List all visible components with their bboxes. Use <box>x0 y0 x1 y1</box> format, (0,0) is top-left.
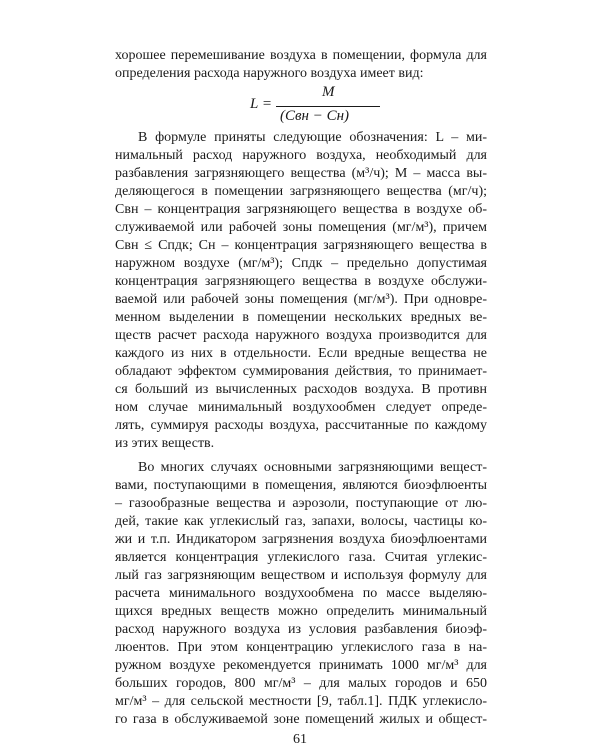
text-line: из этих веществ. <box>115 436 215 451</box>
text-line: служиваемой или рабочей зоны помещения (мг/м³), причем <box>115 220 487 235</box>
text-line: ваемой или рабочей зоны помещения (мг/м³). При одновре- <box>115 292 487 307</box>
text-line: лый газ загрязняющим веществом и используя формулу для <box>115 568 487 583</box>
text-line: ном случае минимальный воздухообмен следует опреде- <box>115 400 487 415</box>
text-line: обладают эффектом суммирования действия, то принимает- <box>115 364 487 379</box>
text-line: ружном воздухе рекомендуется принимать 1000 мг/м³ для <box>115 658 487 673</box>
text-line: является концентрация углекислого газа. Считая углекис- <box>115 550 487 565</box>
text-line: больших городов, 800 мг/м³ – для малых городов и 650 <box>115 676 487 691</box>
text-line: Cвн ≤ Cпдк; Cн – концентрация загрязняющего вещества в <box>115 238 487 253</box>
text-line: Cвн – концентрация загрязняющего вещества в воздухе об- <box>115 202 487 217</box>
text-line: – газообразные вещества и аэрозоли, поступающие от лю- <box>115 496 487 511</box>
formula-lhs: L = <box>250 96 272 112</box>
page-number: 61 <box>293 732 307 747</box>
text-line: хорошее перемешивание воздуха в помещении, формула для <box>115 48 487 63</box>
text-line: вами, поступающими в помещения, являются биоэфлюенты <box>115 478 487 493</box>
fraction-bar <box>276 106 380 107</box>
text-line: определения расхода наружного воздуха имеет вид: <box>115 66 424 81</box>
text-line: ся больший из вычисленных расходов воздуха. В противн <box>115 382 487 397</box>
text-line: расход наружного воздуха из условия разбавления биоэф- <box>115 622 487 637</box>
text-line: разбавления загрязняющего вещества (м³/ч); M – масса вы- <box>115 166 487 181</box>
formula <box>240 84 380 130</box>
text-line: нимальный расход наружного воздуха, необходимый для <box>115 148 487 163</box>
text-line: наружном воздухе (мг/м³); Cпдк – предельно допустимая <box>115 256 487 271</box>
text-line: жи и т.п. Индикатором загрязнения воздуха биоэфлюентами <box>115 532 487 547</box>
text-line: мг/м³ – для сельской местности [9, табл.1]. ПДК углекисло- <box>115 694 487 709</box>
text-line: В формуле приняты следующие обозначения: L – ми- <box>138 130 487 145</box>
text-line: дей, такие как углекислый газ, запахи, волосы, частицы ко- <box>115 514 487 529</box>
formula-numerator: M <box>322 84 335 100</box>
formula-denominator: (Cвн − Cн) <box>280 108 350 124</box>
text-line: лять, суммируя расходы воздуха, рассчитанные по каждому <box>115 418 487 433</box>
text-line: ществ расчет расхода наружного воздуха производится для <box>115 328 487 343</box>
text-line: менном выделении в помещении нескольких вредных ве- <box>115 310 487 325</box>
text-line: расчета минимального воздухообмена по массе выделяю- <box>115 586 487 601</box>
text-line: каждого из них в отдельности. Если вредные вещества не <box>115 346 487 361</box>
text-line: го газа в обслуживаемой зоне помещений жилых и общест- <box>115 712 487 727</box>
text-line: люентов. При этом концентрацию углекислого газа в на- <box>115 640 487 655</box>
text-line: Во многих случаях основными загрязняющими вещест- <box>138 460 487 475</box>
text-line: концентрация загрязняющего вещества в воздухе обслужи- <box>115 274 487 289</box>
text-line: щихся вредных веществ можно определить минимальный <box>115 604 487 619</box>
text-line: деляющегося в помещении загрязняющего вещества (мг/ч); <box>115 184 487 199</box>
